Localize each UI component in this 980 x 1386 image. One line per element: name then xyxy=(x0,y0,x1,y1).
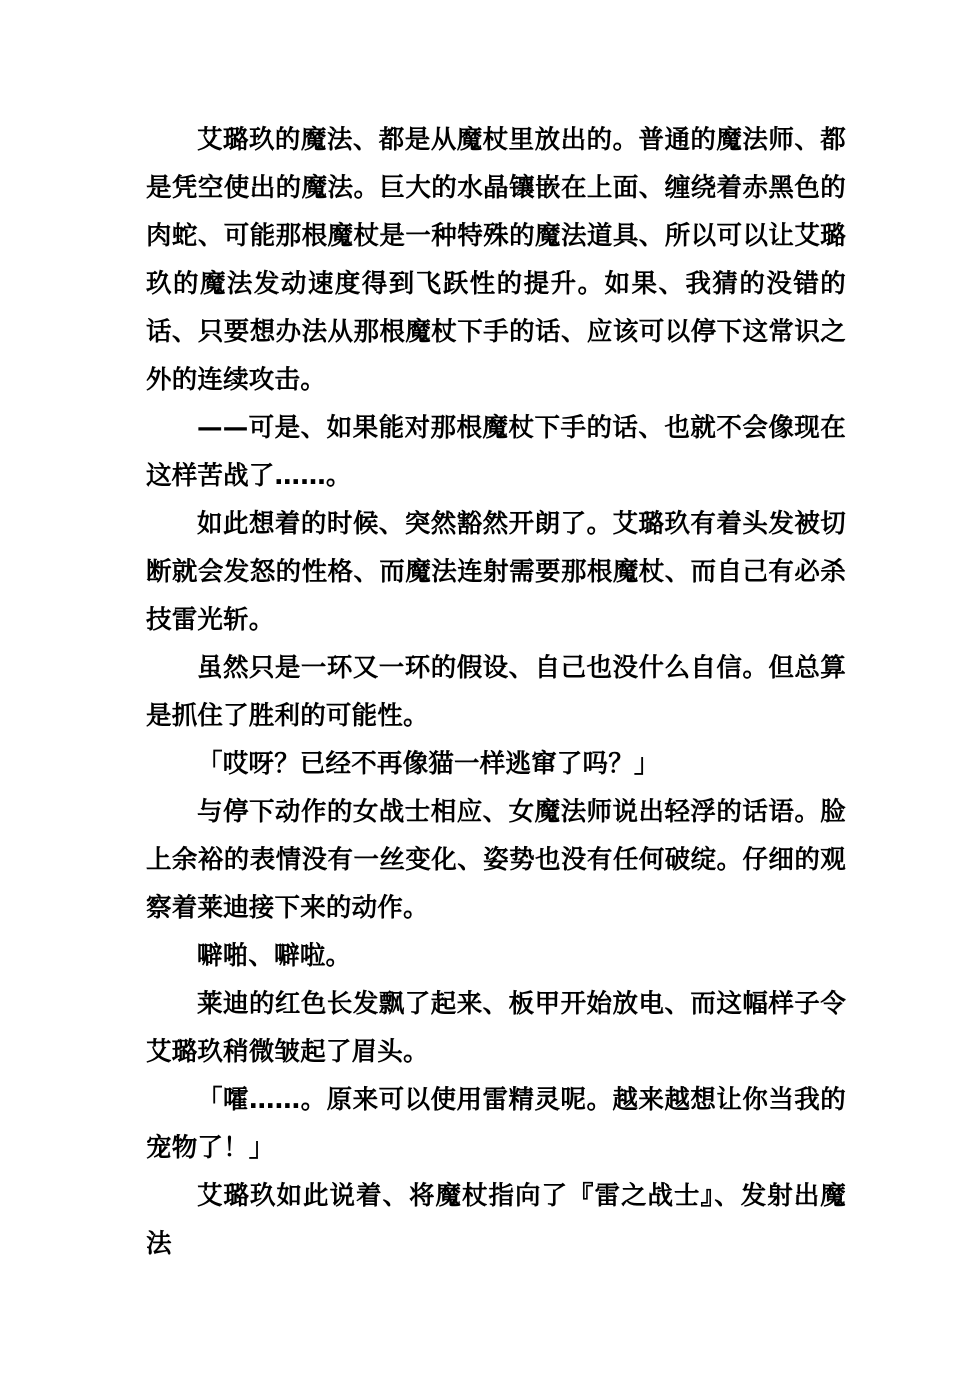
paragraph: 与停下动作的女战士相应、女魔法师说出轻浮的话语。脸上余裕的表情没有一丝变化、姿势也没有任何破绽。仔细的观察着莱迪接下来的动作。 xyxy=(146,797,846,923)
paragraph: 如此想着的时候、突然豁然开朗了。艾璐玖有着头发被切断就会发怒的性格、而魔法连射需要那根魔杖、而自己有必杀技雷光斩。 xyxy=(146,509,846,635)
paragraph: ——可是、如果能对那根魔杖下手的话、也就不会像现在这样苦战了……。 xyxy=(146,413,846,491)
paragraph: 噼啪、噼啦。 xyxy=(197,941,352,971)
paragraph: 艾璐玖如此说着、将魔杖指向了『雷之战士』、发射出魔法 xyxy=(146,1181,846,1259)
paragraph: 艾璐玖的魔法、都是从魔杖里放出的。普通的魔法师、都是凭空使出的魔法。巨大的水晶镶嵌在上面、缠绕着赤黑色的肉蛇、可能那根魔杖是一种特殊的魔法道具、所以可以让艾璐玖的魔法发动速度得到飞跃性的提升。如果、我猜的没错的话、只要想办法从那根魔杖下手的话、应该可以停下这常识之外的连续攻击。 xyxy=(146,125,846,395)
page-text-body xyxy=(146,116,846,1268)
paragraph: 「哎呀？已经不再像猫一样逃窜了吗？」 xyxy=(197,749,660,779)
paragraph: 虽然只是一环又一环的假设、自己也没什么自信。但总算是抓住了胜利的可能性。 xyxy=(146,653,846,731)
paragraph: 「嚯……。原来可以使用雷精灵呢。越来越想让你当我的宠物了！」 xyxy=(146,1085,846,1163)
paragraph: 莱迪的红色长发飘了起来、板甲开始放电、而这幅样子令艾璐玖稍微皱起了眉头。 xyxy=(146,989,846,1067)
